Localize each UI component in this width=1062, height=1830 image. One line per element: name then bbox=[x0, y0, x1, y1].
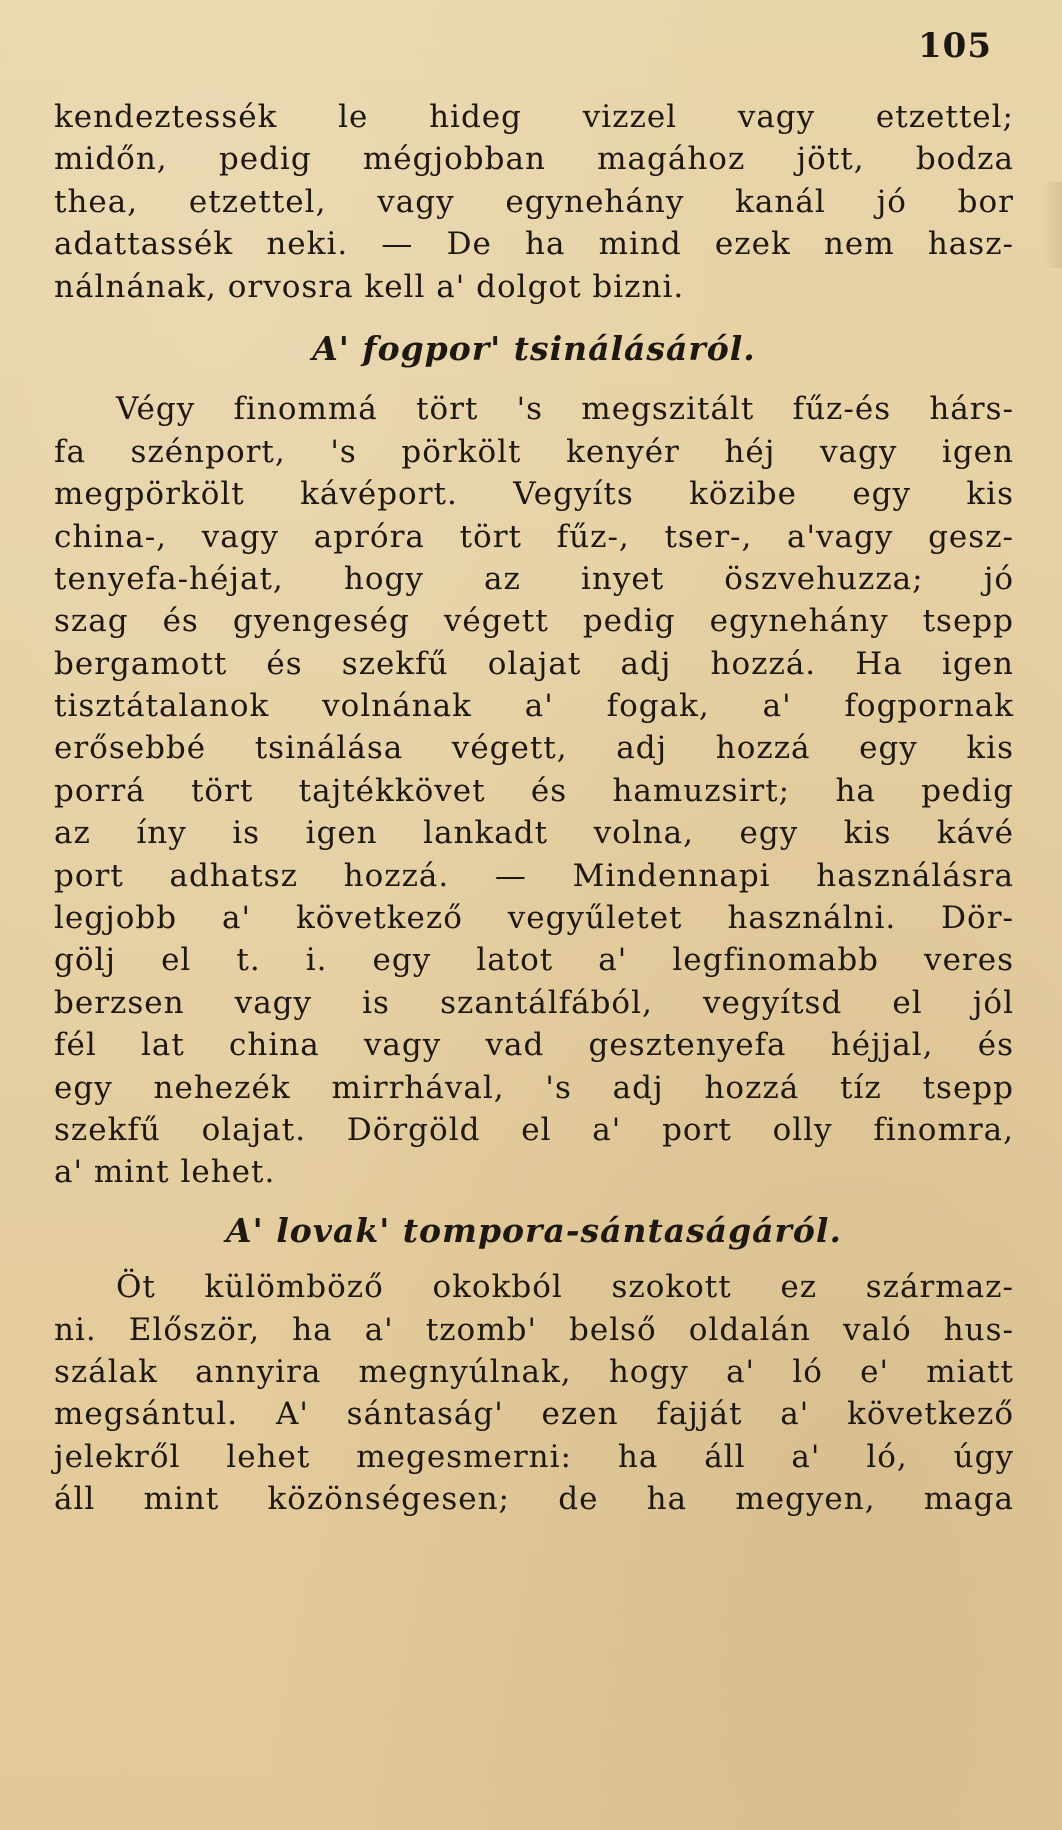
section-heading-lovak: A' lovak' tompora-sántaságáról. bbox=[226, 1210, 842, 1250]
text-line: áll mint közönségesen; de ha megyen, maga bbox=[54, 1481, 1014, 1518]
text-line: szag és gyengeség végett pedig egynehány tsepp bbox=[54, 603, 1014, 640]
text-line: a' mint lehet. bbox=[54, 1154, 276, 1191]
text-line: jelekről lehet megesmerni: ha áll a' ló, úgy bbox=[54, 1438, 1014, 1475]
text-line: midőn, pedig mégjobban magához jött, bodza bbox=[54, 141, 1014, 178]
text-line: bergamott és szekfű olajat adj hozzá. Ha igen bbox=[54, 645, 1014, 682]
text-line: china-, vagy apróra tört fűz-, tser-, a'vagy gesz- bbox=[54, 518, 1014, 555]
text-line: szekfű olajat. Dörgöld el a' port olly finomra, bbox=[54, 1111, 1014, 1148]
page-content bbox=[54, 96, 1014, 1521]
text-line: az íny is igen lankadt volna, egy kis kávé bbox=[54, 815, 1014, 852]
text-line: Végy finommá tört 's megszitált fűz-és hárs- bbox=[116, 391, 1014, 428]
text-line: tisztátalanok volnának a' fogak, a' fogpornak bbox=[54, 688, 1014, 725]
page-number: 105 bbox=[918, 26, 992, 66]
text-line: berzsen vagy is szantálfából, vegyítsd el jól bbox=[54, 984, 1014, 1021]
text-line: adattassék neki. — De ha mind ezek nem hasz- bbox=[54, 226, 1014, 263]
text-line: Öt külömböző okokból szokott ez származ- bbox=[116, 1269, 1014, 1306]
text-line: egy nehezék mirrhával, 's adj hozzá tíz tsepp bbox=[54, 1069, 1014, 1106]
text-line: fél lat china vagy vad gesztenyefa héjjal, és bbox=[54, 1027, 1014, 1064]
text-line: kendeztessék le hideg vizzel vagy etzettel; bbox=[54, 99, 1014, 135]
text-line: thea, etzettel, vagy egynehány kanál jó bor bbox=[54, 183, 1014, 220]
section-heading-fogpor: A' fogpor' tsinálásáról. bbox=[312, 328, 756, 368]
text-line: tenyefa-héjat, hogy az inyet öszvehuzza; jó bbox=[54, 560, 1014, 597]
paragraph-lovak bbox=[54, 1266, 1014, 1520]
text-line: port adhatsz hozzá. — Mindennapi használásra bbox=[54, 857, 1014, 894]
page-edge-shadow bbox=[1044, 182, 1062, 268]
text-line: fa szénport, 's pörkölt kenyér héj vagy igen bbox=[54, 433, 1014, 470]
text-line: megsántul. A' sántaság' ezen fajját a' következő bbox=[54, 1396, 1014, 1433]
text-line: erősebbé tsinálása végett, adj hozzá egy kis bbox=[54, 730, 1014, 767]
text-line: nálnának, orvosra kell a' dolgot bizni. bbox=[54, 268, 685, 305]
text-line: gölj el t. i. egy latot a' legfinomabb veres bbox=[54, 942, 1014, 979]
text-line: ni. Először, ha a' tzomb' belső oldalán való hus- bbox=[54, 1311, 1014, 1348]
paragraph-fogpor bbox=[54, 388, 1014, 1193]
paragraph-continued bbox=[54, 96, 1014, 308]
text-line: porrá tört tajtékkövet és hamuzsirt; ha pedig bbox=[54, 772, 1014, 809]
text-line: megpörkölt kávéport. Vegyíts közibe egy kis bbox=[54, 476, 1014, 513]
text-line: szálak annyira megnyúlnak, hogy a' ló e' miatt bbox=[54, 1353, 1014, 1390]
text-line: legjobb a' következő vegyűletet használni. Dör- bbox=[54, 900, 1014, 937]
